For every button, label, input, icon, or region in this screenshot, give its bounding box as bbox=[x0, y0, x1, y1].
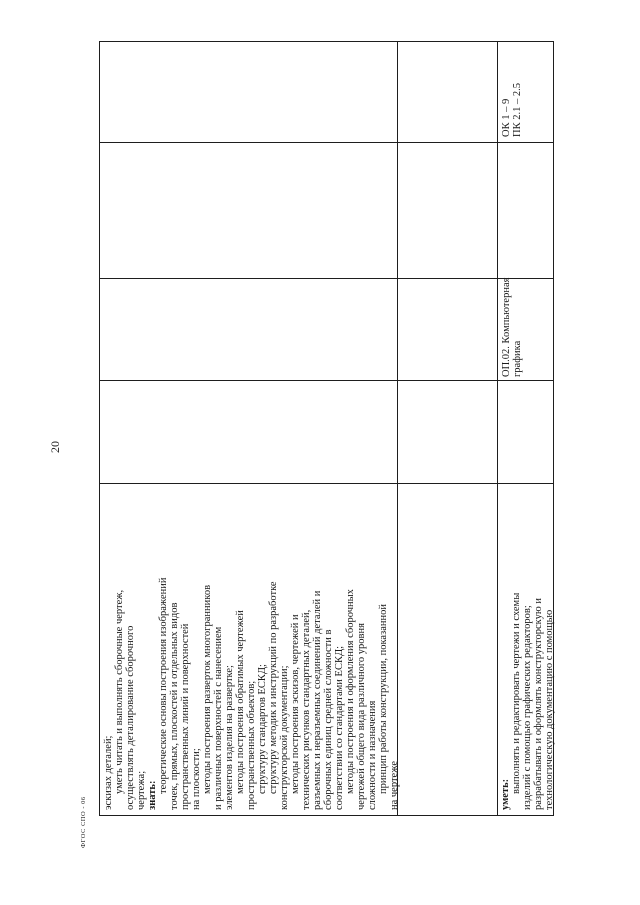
text-line: методы построения обратимых чертежей bbox=[235, 610, 246, 794]
text-line: методы построения и оформления сборочных bbox=[345, 589, 356, 794]
text-line: эскизах деталей; bbox=[103, 735, 114, 810]
text-line: соответствии со стандартами ЕСКД; bbox=[334, 645, 345, 810]
discipline-line: ОП.02. Компьютерная bbox=[501, 277, 512, 377]
text-line: конструкторской документации; bbox=[279, 665, 290, 810]
text-line: на плоскости; bbox=[191, 748, 202, 810]
table-border-top bbox=[99, 41, 100, 816]
text-line: сборочных единиц средней сложности в bbox=[323, 629, 334, 810]
text-line: уметь: bbox=[500, 778, 511, 810]
row2-knowledge-cell bbox=[500, 488, 555, 810]
discipline-line: графика bbox=[512, 340, 523, 377]
table-border-left bbox=[99, 815, 554, 816]
text-line: сложности и назначения bbox=[367, 700, 378, 810]
text-line: разъемных и неразъемных соединений деталей и bbox=[312, 590, 323, 810]
row2-discipline-cell bbox=[501, 247, 523, 377]
text-line: чертежей общего вида различного уровня bbox=[356, 623, 367, 810]
text-line: пространственных объектов; bbox=[246, 680, 257, 810]
column-divider bbox=[99, 142, 554, 143]
text-line: структуру стандартов ЕСКД; bbox=[257, 664, 268, 794]
text-line: на чертеже bbox=[389, 761, 400, 810]
text-line: осуществлять деталирование сборочного bbox=[125, 625, 136, 810]
text-line: принцип работы конструкции, показанной bbox=[378, 604, 389, 794]
text-line: и различных поверхностей с нанесением bbox=[213, 626, 224, 810]
page-number: 20 bbox=[48, 441, 62, 453]
text-line: разрабатывать и оформлять конструкторскую и bbox=[533, 598, 544, 810]
column-divider bbox=[99, 380, 554, 381]
text-line: пространственных линий и поверхностей bbox=[180, 623, 191, 810]
row-separator bbox=[497, 41, 498, 816]
text-line: технических рисунков стандартных деталей, bbox=[301, 609, 312, 810]
column-divider bbox=[99, 483, 554, 484]
text-line: методы построения разверток многогранников bbox=[202, 584, 213, 794]
text-line: изделий с помощью графических редакторов; bbox=[522, 605, 533, 810]
text-line: методы построения эскизов, чертежей и bbox=[290, 614, 301, 794]
text-line: точек, прямых, плоскостей и отдельных видов bbox=[169, 602, 180, 810]
row1-knowledge-cell bbox=[103, 488, 400, 810]
text-line: уметь читать и выполнять сборочные чертеж, bbox=[114, 589, 125, 794]
document-footer: ФГОС СПО - 06 bbox=[80, 796, 87, 848]
text-line: технологическую документацию с помощью bbox=[544, 609, 555, 810]
column-divider bbox=[99, 278, 554, 279]
text-line: знать: bbox=[147, 780, 158, 810]
text-line: теоретические основы построения изображений bbox=[158, 577, 169, 794]
text-line: структуру методик и инструкций по разработке bbox=[268, 581, 279, 794]
text-line: чертежа; bbox=[136, 770, 147, 810]
row2-competence-cell bbox=[501, 45, 523, 137]
competence-line: ОК 1 – 9 bbox=[501, 98, 512, 137]
text-line: выполнять и редактировать чертежи и схемы bbox=[511, 592, 522, 794]
text-line: элементов изделия на развертке; bbox=[224, 665, 235, 810]
curriculum-table bbox=[99, 41, 554, 816]
competence-line: ПК 2.1 – 2.5 bbox=[512, 83, 523, 137]
column-divider bbox=[99, 41, 554, 42]
